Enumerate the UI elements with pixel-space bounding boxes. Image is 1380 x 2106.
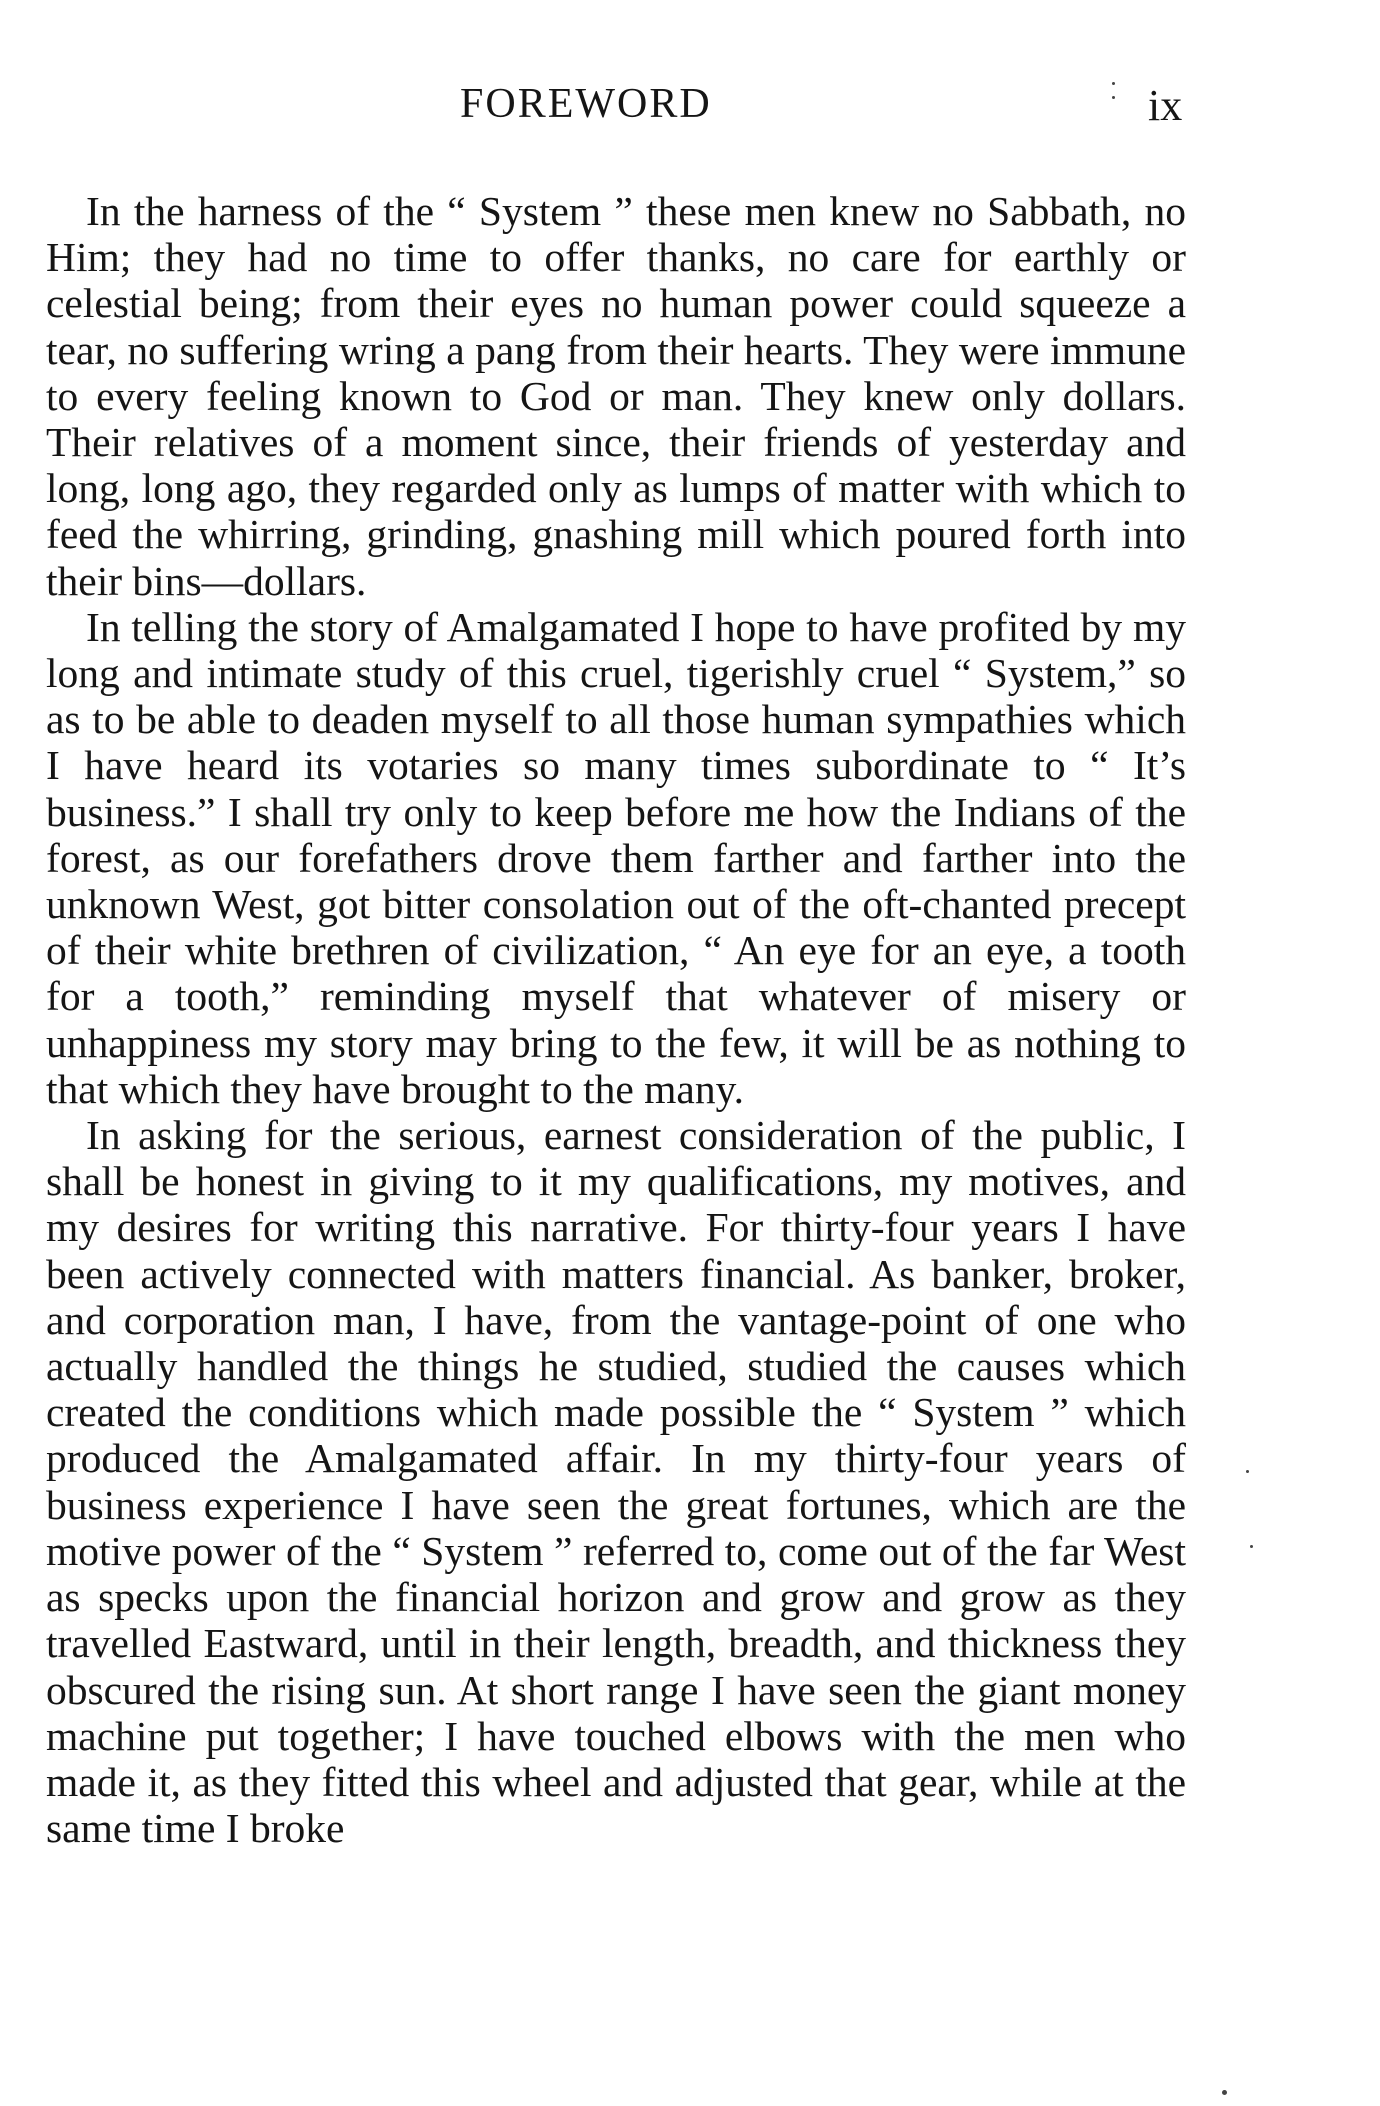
running-head: FOREWORD — [460, 81, 712, 127]
ink-speck — [1250, 1545, 1253, 1548]
page-header — [0, 80, 1380, 140]
ink-speck — [1246, 1470, 1249, 1473]
paragraph-1: In the harness of the “ System ” these men knew no Sabbath, no Him; they had no time to offer thanks, no care for earthly or celestial being; from their eyes no human power could squeeze a tear, no suffering wring a pang from their hearts. They were immune to every feeling known to God or man. They knew only dollars. Their relatives of a moment since, their friends of yesterday and long, long ago, they regarded only as lumps of matter with which to feed the whirring, grinding, gnashing mill which poured forth into their bins—dollars. — [46, 188, 1186, 604]
ink-speck — [1112, 82, 1115, 85]
page-number: ix — [1148, 81, 1183, 130]
paragraph-3: In asking for the serious, earnest consideration of the public, I shall be honest in giving to it my qualifications, my motives, and my desires for writing this narrative. For thirty-four years I have been actively connected with matters financial. As banker, broker, and corporation man, I have, from the vantage-point of one who actually handled the things he studied, studied the causes which created the conditions which made possible the “ System ” which produced the Amalgamated affair. In my thirty-four years of business experience I have seen the great fortunes, which are the motive power of the “ System ” referred to, come out of the far West as specks upon the financial horizon and grow and grow as they travelled Eastward, until in their length, breadth, and thickness they obscured the rising sun. At short range I have seen the giant money machine put together; I have touched elbows with the men who made it, as they fitted this wheel and adjusted that gear, while at the same time I broke — [46, 1112, 1186, 1852]
ink-speck — [1222, 2090, 1227, 2095]
paragraph-2: In telling the story of Amalgamated I hope to have profited by my long and intimate study of this cruel, tigerishly cruel “ System,” so as to be able to deaden myself to all those human sympathies which I have heard its votaries so many times subordinate to “ It’s business.” I shall try only to keep before me how the Indians of the forest, as our forefathers drove them farther and farther into the unknown West, got bitter consolation out of the oft-chanted precept of their white brethren of civilization, “ An eye for an eye, a tooth for a tooth,” reminding myself that whatever of misery or unhappiness my story may bring to the few, it will be as nothing to that which they have brought to the many. — [46, 603, 1186, 1112]
body-text — [46, 188, 1186, 1851]
ink-speck — [1112, 96, 1115, 99]
